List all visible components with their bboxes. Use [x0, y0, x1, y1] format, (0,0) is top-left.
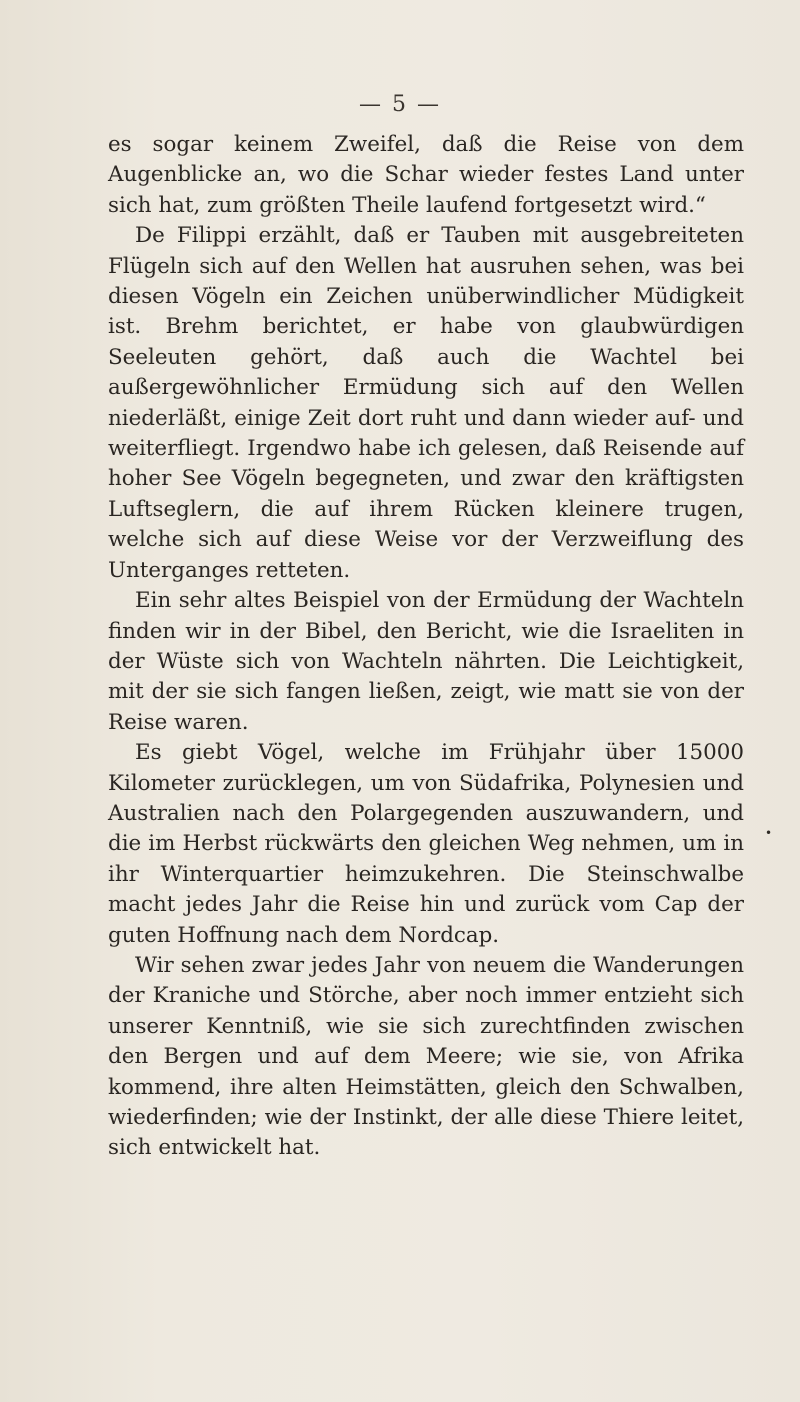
paragraph-continuation: es sogar keinem Zweifel, daß die Reise von dem Augenblicke an, wo die Schar wieder festes Land unter sich hat, zum größten Theile laufend fortgesetzt wird.“ — [108, 132, 744, 218]
margin-dot: • — [765, 826, 773, 840]
paragraph-cranes-storks: Wir sehen zwar jedes Jahr von neuem die Wanderungen der Kraniche und Störche, aber noch immer entzieht sich unserer Kenntniß, wie sie sich zurechtfinden zwischen den Bergen und auf dem Meere; wie sie, von Afrika kommend, ihre alten Heimstätten, gleich den Schwalben, wiederfinden; wie der Instinkt, der alle diese Thiere leitet, sich entwickelt hat. — [108, 952, 744, 1161]
body-text — [108, 130, 744, 1164]
paragraph-de-filippi: De Filippi erzählt, daß er Tauben mit ausgebreiteten Flügeln sich auf den Wellen hat ausruhen sehen, was bei diesen Vögeln ein Zeichen unüberwindlicher Müdigkeit ist. Brehm berichtet, er habe von glaubwürdigen Seeleuten gehört, daß auch die Wachtel bei außergewöhnlicher Ermüdung sich auf den Wellen niederläßt, einige Zeit dort ruht und dann wieder auf- und weiterfliegt. Irgendwo habe ich gelesen, daß Reisende auf hoher See Vögeln begegneten, und zwar den kräftigsten Luftseglern, die auf ihrem Rücken kleinere trugen, welche sich auf diese Weise vor der Verzweiflung des Unterganges retteten. — [108, 223, 744, 583]
paragraph-bible-quails: Ein sehr altes Beispiel von der Ermüdung der Wachteln finden wir in der Bibel, den Bericht, wie die Israeliten in der Wüste sich von Wachteln nährten. Die Leichtigkeit, mit der sie sich fangen ließen, zeigt, wie matt sie von der Reise waren. — [108, 588, 744, 735]
page-number: — 5 — — [359, 92, 441, 117]
paragraph-migration-distance: Es giebt Vögel, welche im Frühjahr über 15000 Kilometer zurücklegen, um von Südafrika, Polynesien und Australien nach den Polargegenden auszuwandern, und die im Herbst rückwärts den gleichen Weg nehmen, um in ihr Winterquartier heimzukehren. Die Steinschwalbe macht jedes Jahr die Reise hin und zurück vom Cap der guten Hoffnung nach dem Nordcap. — [108, 740, 744, 948]
